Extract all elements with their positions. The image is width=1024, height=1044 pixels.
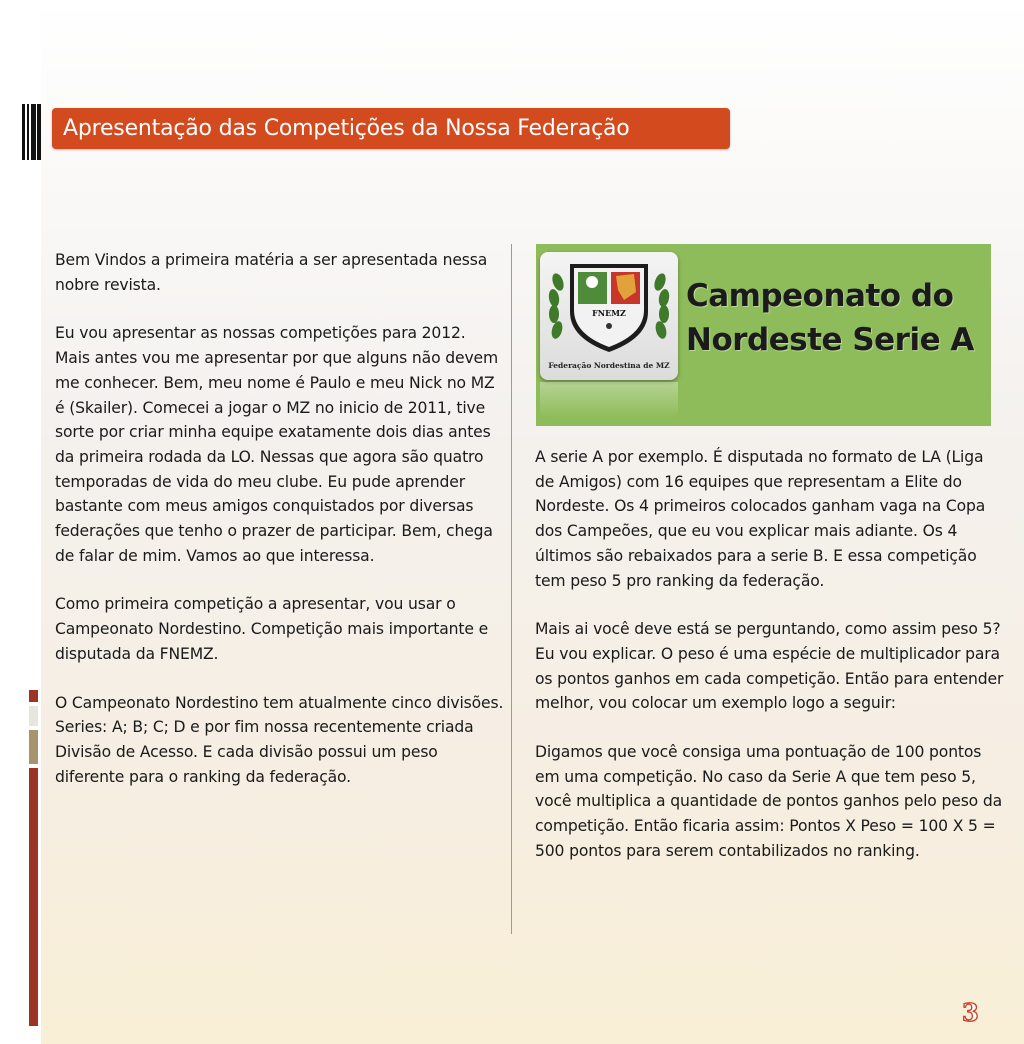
left-paragraph-2: Eu vou apresentar as nossas competições para 2012. Mais antes vou me apresentar por que alguns não devem me conhecer. Bem, meu nome é Paulo e meu Nick no MZ é (Skailer). Comecei a jogar o MZ no inicio de 2011, tive sorte por criar minha equipe exatamente dois dias antes da primeira rodada da LO. Nessas que agora são quatro temporadas de vida do meu clube. Eu pude aprender bastante com meus amigos conquistados por diversas federações que tenho o prazer de participar. Bem, chega de falar de mim. Vamos ao que interessa. <box>55 324 499 565</box>
left-paragraph-1: Bem Vindos a primeira matéria a ser apresentada nessa nobre revista. <box>55 251 488 294</box>
shield-logo-icon <box>540 252 678 380</box>
banner-title <box>686 274 986 362</box>
logo-reflection <box>540 382 678 418</box>
page-title-bar <box>52 108 730 149</box>
left-paragraph-4: O Campeonato Nordestino tem atualmente cinco divisões. Series: A; B; C; D e por fim nossa recentemente criada Divisão de Acesso. E cada divisão possui um peso diferente para o ranking da federação. <box>55 693 504 786</box>
banner-title-line-1: Campeonato do <box>686 278 954 314</box>
svg-text:FNEMZ: FNEMZ <box>592 308 626 318</box>
right-paragraph-1: A serie A por exemplo. É disputada no formato de LA (Liga de Amigos) com 16 equipes que representam a Elite do Nordeste. Os 4 primeiros colocados ganham vaga na Copa dos Campeões, que eu vou explicar mais adiante. Os 4 últimos são rebaixados para a serie B. E essa competição tem peso 5 pro ranking da federação. <box>535 448 986 590</box>
column-divider <box>511 244 512 934</box>
svg-text:Federação Nordestina de MZ: Federação Nordestina de MZ <box>548 361 670 370</box>
page-title: Apresentação das Competições da Nossa Federação <box>63 116 630 141</box>
page-number: 3 <box>962 998 979 1027</box>
competition-banner <box>536 244 991 426</box>
title-decoration-bars <box>22 104 42 160</box>
right-column <box>535 445 1005 888</box>
right-paragraph-2: Mais ai você deve está se perguntando, como assim peso 5? Eu vou explicar. O peso é uma espécie de multiplicador para os pontos ganhos em cada competição. Então para entender melhor, vou colocar um exemplo logo a seguir: <box>535 620 1004 713</box>
left-column <box>55 248 505 813</box>
left-paragraph-3: Como primeira competição a apresentar, vou usar o Campeonato Nordestino. Competição mais importante e disputada da FNEMZ. <box>55 595 489 663</box>
fnemz-logo <box>540 252 678 380</box>
banner-title-line-2: Nordeste Serie A <box>686 322 974 358</box>
right-paragraph-3: Digamos que você consiga uma pontuação de 100 pontos em uma competição. No caso da Serie A que tem peso 5, você multiplica a quantidade de pontos ganhos pelo peso da competição. Então ficaria assim: Pontos X Peso = 100 X 5 = 500 pontos para serem contabilizados no ranking. <box>535 743 1003 860</box>
